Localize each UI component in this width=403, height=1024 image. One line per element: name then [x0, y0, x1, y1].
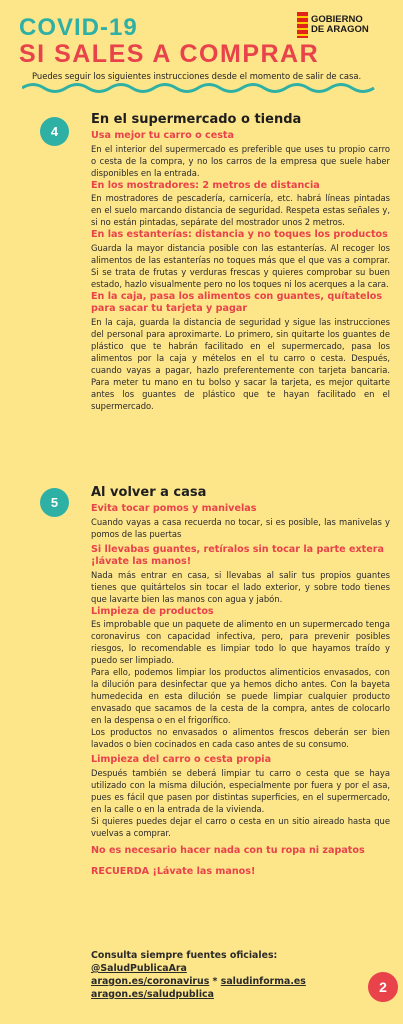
paragraph: Si quieres puedes dejar el carro o cesta en un sitio aireado hasta que vuelvas a comprar. [91, 815, 390, 838]
paragraph: Es improbable que un paquete de alimento en un supermercado tenga coronavirus con capacidad infectiva, pero, para prevenir posibles riesgos, lo recomendable es limpiar todo lo que hayamos traído y puedo ser limpiado. [91, 619, 390, 665]
step-5-badge: 5 [40, 488, 69, 517]
subheading: En los mostradores: 2 metros de distancia [91, 179, 320, 191]
wave-divider [22, 81, 377, 95]
saludinforma-link[interactable]: saludinforma.es [220, 976, 306, 987]
section-volver-a-casa [91, 485, 390, 879]
subheading: Evita tocar pomos y manivelas [91, 503, 257, 514]
paragraph: Los productos no envasados o alimentos frescos deberán ser bien lavados o bien cocinados en cada caso antes de su consumo. [91, 727, 390, 749]
paragraph: Guarda la mayor distancia posible con las estanterías. Al recoger los alimentos de las estanterías no toques más que el que vas a comprar. Si se trata de frutas y verduras frescas y quieres comprobar su buen estado, hazlo visualmente pero no los toques ni los acerques a la cara. [91, 242, 390, 289]
link-separator: * [209, 976, 221, 987]
section-title: En el supermercado o tienda [91, 112, 302, 127]
page-number-badge: 2 [368, 972, 398, 1002]
aragon-flag-icon [297, 12, 308, 38]
section-title: Al volver a casa [91, 485, 207, 500]
paragraph: Para ello, podemos limpiar los productos alimenticios envasados, con la dilución para desinfectar que ya hemos dicho antes. Con la bayeta humedecida en esta dilución se puede limpiar cualquier producto envasado que sacamos de la cesta de la compra, antes de colocarlo en la despensa o en el frigorífico. [91, 667, 390, 725]
step-4-badge: 4 [40, 117, 69, 146]
clothing-note: No es necesario hacer nada con tu ropa ni zapatos [91, 844, 365, 856]
logo-line1: GOBIERNO [311, 14, 363, 25]
subheading: Limpieza de productos [91, 605, 214, 617]
aragon-coronavirus-link[interactable]: aragon.es/coronavirus [91, 976, 210, 987]
subheading: Limpieza del carro o cesta propia [91, 754, 272, 765]
title-si-sales-a-comprar: SI SALES A COMPRAR [19, 40, 320, 68]
paragraph: Nada más entrar en casa, si llevabas al salir tus propios guantes tienes que quitártelos sin tocar el lado exterior, y sobre todo tienes que lavarte bien las manos con agua y jabón. [91, 569, 390, 604]
paragraph: En la caja, guarda la distancia de seguridad y sigue las instrucciones del personal para aproximarte. Lo primero, sin quitarte los guantes de plástico que te habrán facilitado en el supermercado, pasa los alimentos por la caja y mételos en el tu carro o cesta. Después, cuando vayas a pagar, hazlo preferentemente con tarjeta bancaria. Para meter tu mano en tu bolso y sacar la tarjeta, es mejor quitarte antes los guantes de plástico que te hayan facilitado en el supermercado. [91, 316, 390, 411]
saludpublica-link[interactable]: aragon.es/saludpublica [91, 989, 214, 1000]
title-covid: COVID-19 [19, 14, 138, 41]
paragraph: Después también se deberá limpiar tu carro o cesta que se haya utilizado con la misma dilución, especialmente por fuera y por el asa, pues es fácil que pasen por distintas superficies, en el supermercado, en la calle o en la entrada de la vivienda. [91, 767, 390, 814]
subheading: Usa mejor tu carro o cesta [91, 130, 234, 141]
subheading: Si llevabas guantes, retíralos sin tocar la parte extera ¡lávate las manos! [91, 543, 384, 567]
paragraph: En mostradores de pescadería, carnicería, etc. habrá líneas pintadas en el suelo marcando distancia de seguridad. Respeta estas señales y, si no están pintadas, sepárate del mostrador unos 2 metros. [91, 193, 390, 227]
subheading: En la caja, pasa los alimentos con guantes, quítatelos para sacar tu tarjeta y pagar [91, 290, 383, 314]
intro-text: Puedes seguir los siguientes instrucciones desde el momento de salir de casa. [32, 71, 362, 81]
reminder-wash-hands: RECUERDA ¡Lávate las manos! [91, 866, 256, 877]
paragraph: Cuando vayas a casa recuerda no tocar, si es posible, las manivelas y pomos de las puertas [91, 516, 390, 539]
twitter-link[interactable]: @SaludPublicaAra [91, 963, 187, 974]
subheading: En las estanterías: distancia y no toques los productos [91, 229, 388, 240]
section-supermercado [91, 112, 390, 412]
footer-consulta: Consulta siempre fuentes oficiales: [91, 950, 278, 961]
logo-line2: DE ARAGON [311, 24, 369, 35]
gobierno-aragon-logo [297, 8, 389, 42]
footer-sources [91, 949, 366, 1001]
paragraph: En el interior del supermercado es preferible que uses tu propio carro o cesta de la compra, y no los carros de la empresa que suele haber disponibles en la entrada. [91, 143, 390, 178]
